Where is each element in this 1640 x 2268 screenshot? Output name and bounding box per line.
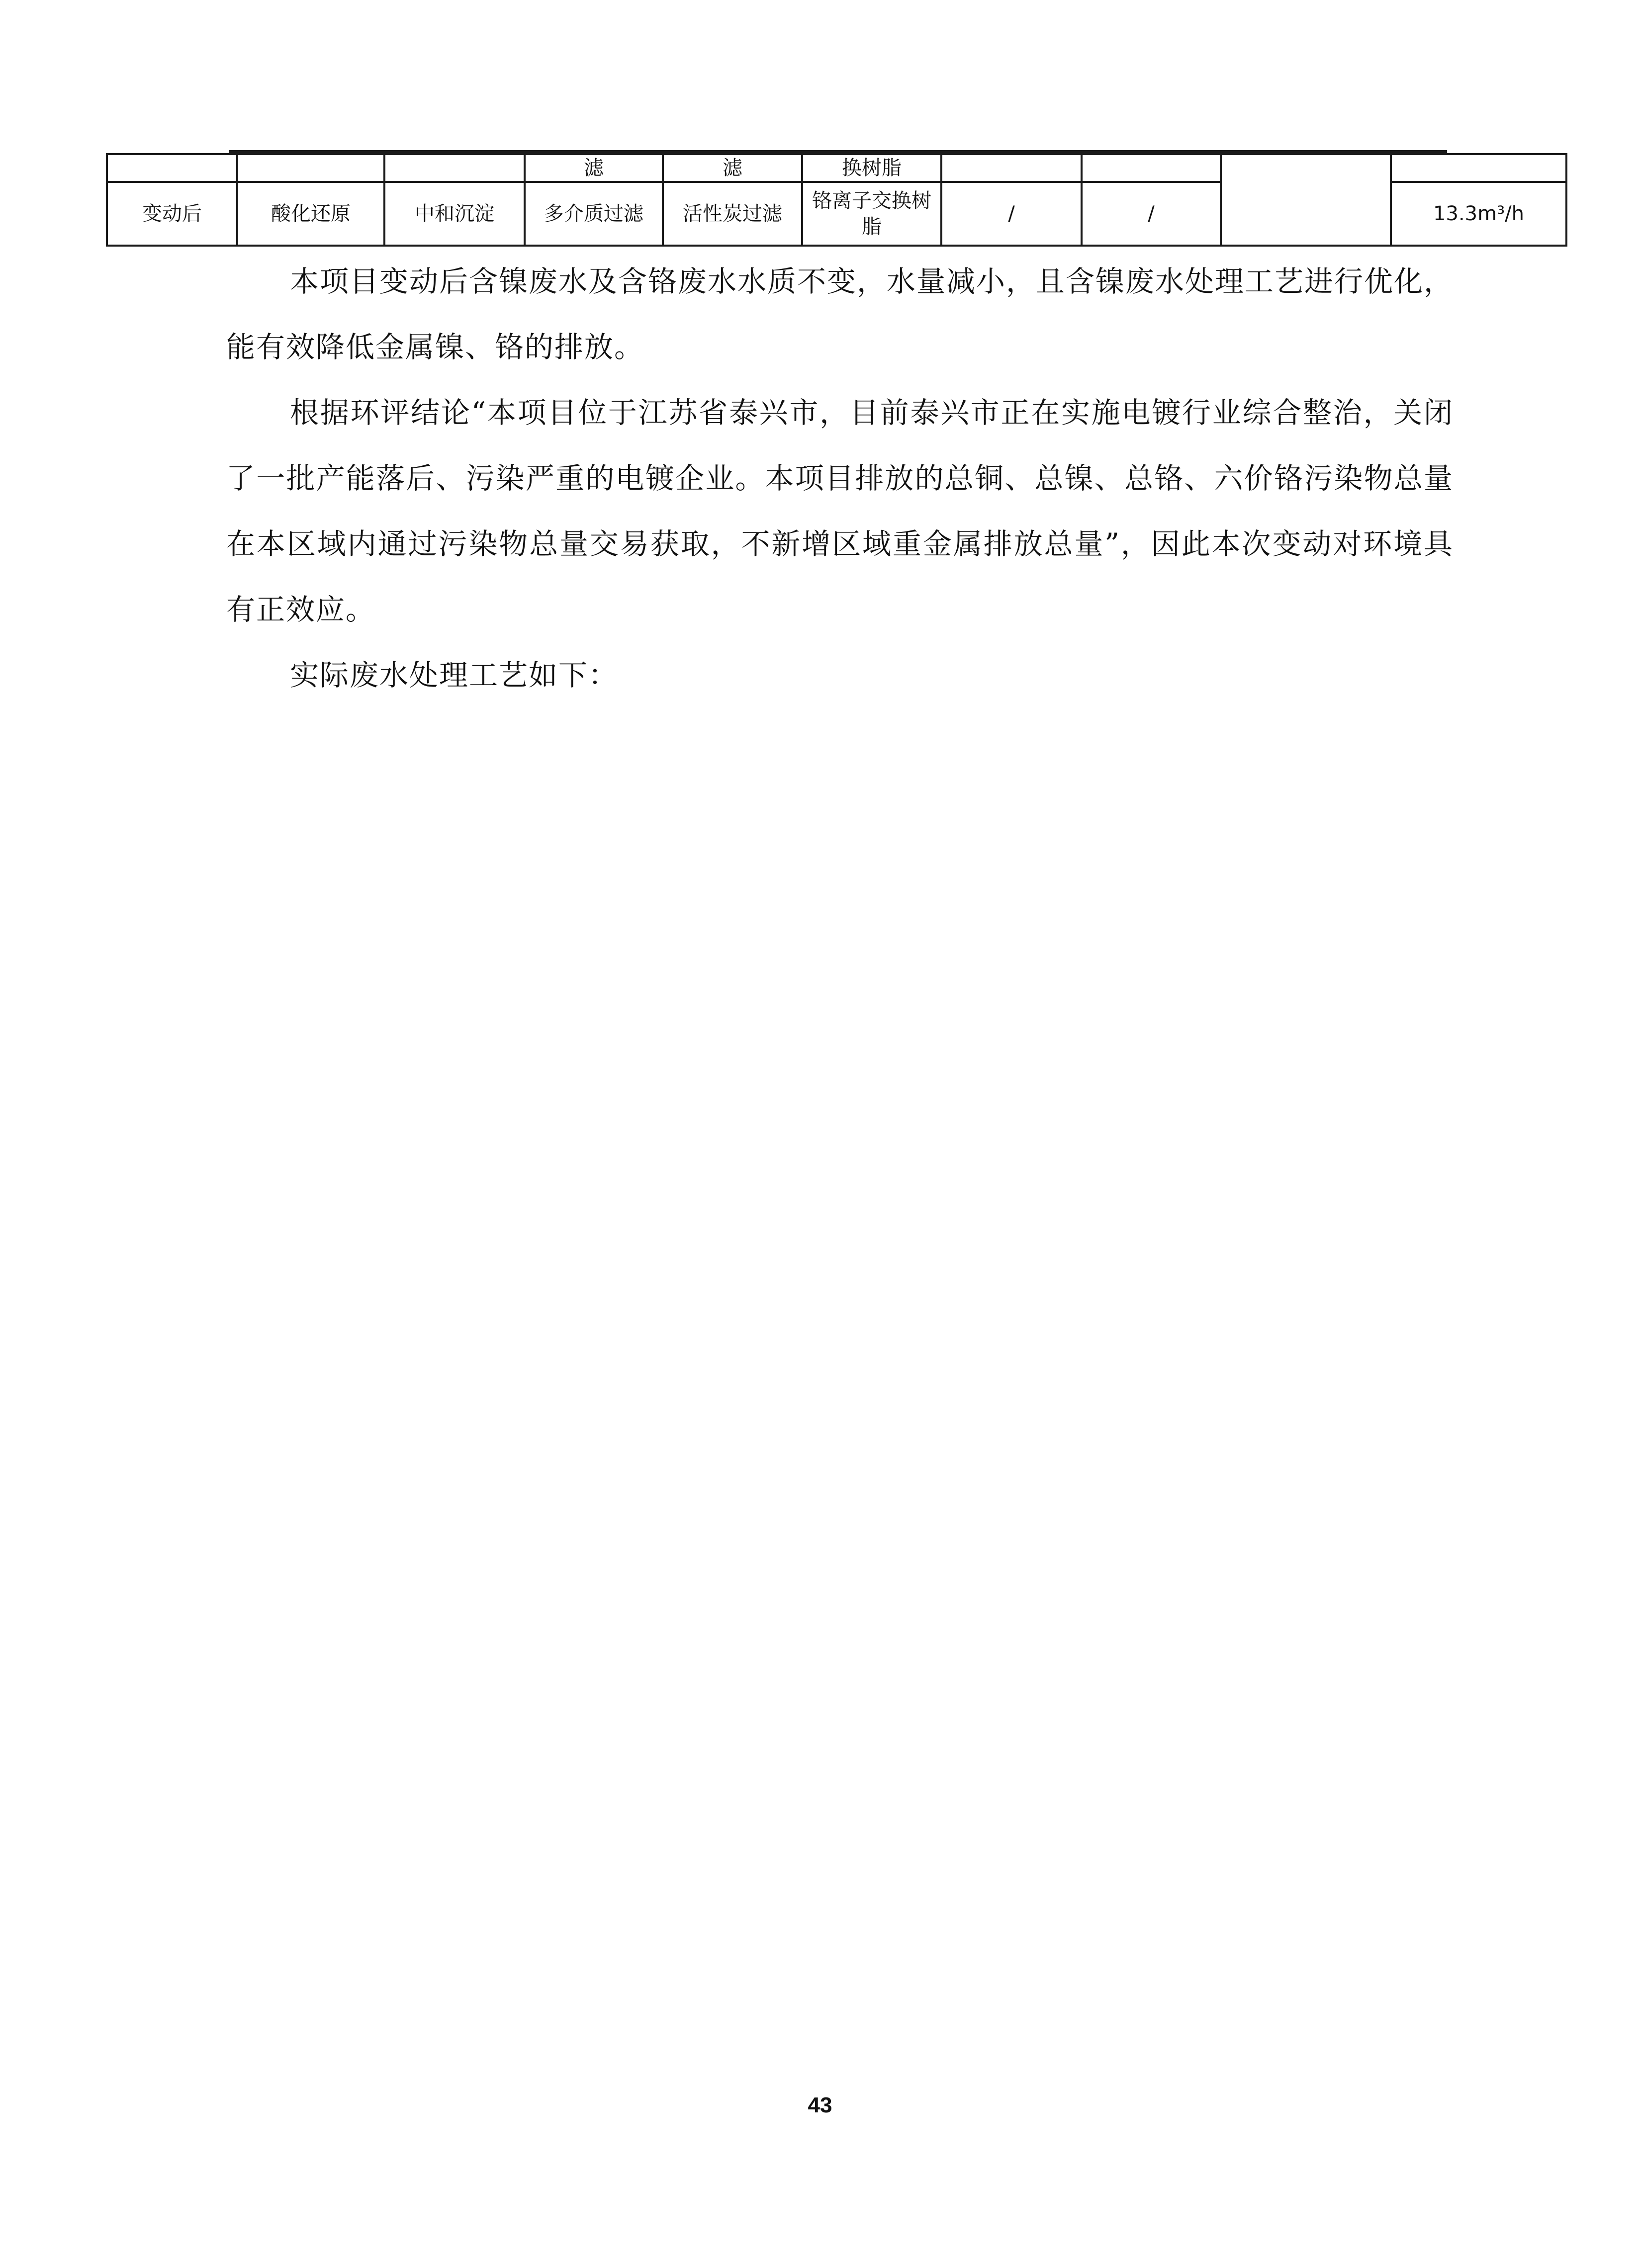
- table-cell: [1391, 154, 1566, 182]
- paragraph: 实际废水处理工艺如下：: [290, 658, 619, 692]
- table-cell: 滤: [663, 154, 802, 182]
- process-table-wrapper: [106, 153, 1565, 247]
- table-cell: 中和沉淀: [384, 182, 525, 246]
- table-cell: /: [941, 182, 1082, 246]
- table-cell: /: [1082, 182, 1221, 246]
- table-cell-flow: 13.3m³/h: [1391, 182, 1566, 246]
- table-cell: [107, 154, 237, 182]
- paragraph: 根据环评结论“本项目位于江苏省泰兴市，目前泰兴市正在实施电镀行业综合整治，关闭了一批产能落后、污染严重的电镀企业。本项目排放的总铜、总镍、总铬、六价铬污染物总量在本区域内通过污染物总量交易获取，不新增区域重金属排放总量”，因此本次变动对环境具有正效应。: [226, 396, 1454, 626]
- table-cell: 多介质过滤: [525, 182, 663, 246]
- table-cell: [1221, 154, 1391, 246]
- page-number: 43: [808, 2093, 832, 2117]
- table-row-continued: [107, 154, 1566, 182]
- table-cell: 滤: [525, 154, 663, 182]
- table-cell: 换树脂: [802, 154, 941, 182]
- body-text: [226, 249, 1454, 708]
- wastewater-process-table: [106, 153, 1567, 247]
- table-cell: 活性炭过滤: [663, 182, 802, 246]
- table-cell: [1082, 154, 1221, 182]
- table-cell: 铬离子交换树脂: [802, 182, 941, 246]
- table-cell: [941, 154, 1082, 182]
- paragraph: 本项目变动后含镍废水及含铬废水水质不变，水量减小，且含镍废水处理工艺进行优化，能有效降低金属镍、铬的排放。: [226, 264, 1454, 364]
- table-cell: [237, 154, 384, 182]
- table-cell-label: 变动后: [107, 182, 237, 246]
- table-cell: 酸化还原: [237, 182, 384, 246]
- table-cell: [384, 154, 525, 182]
